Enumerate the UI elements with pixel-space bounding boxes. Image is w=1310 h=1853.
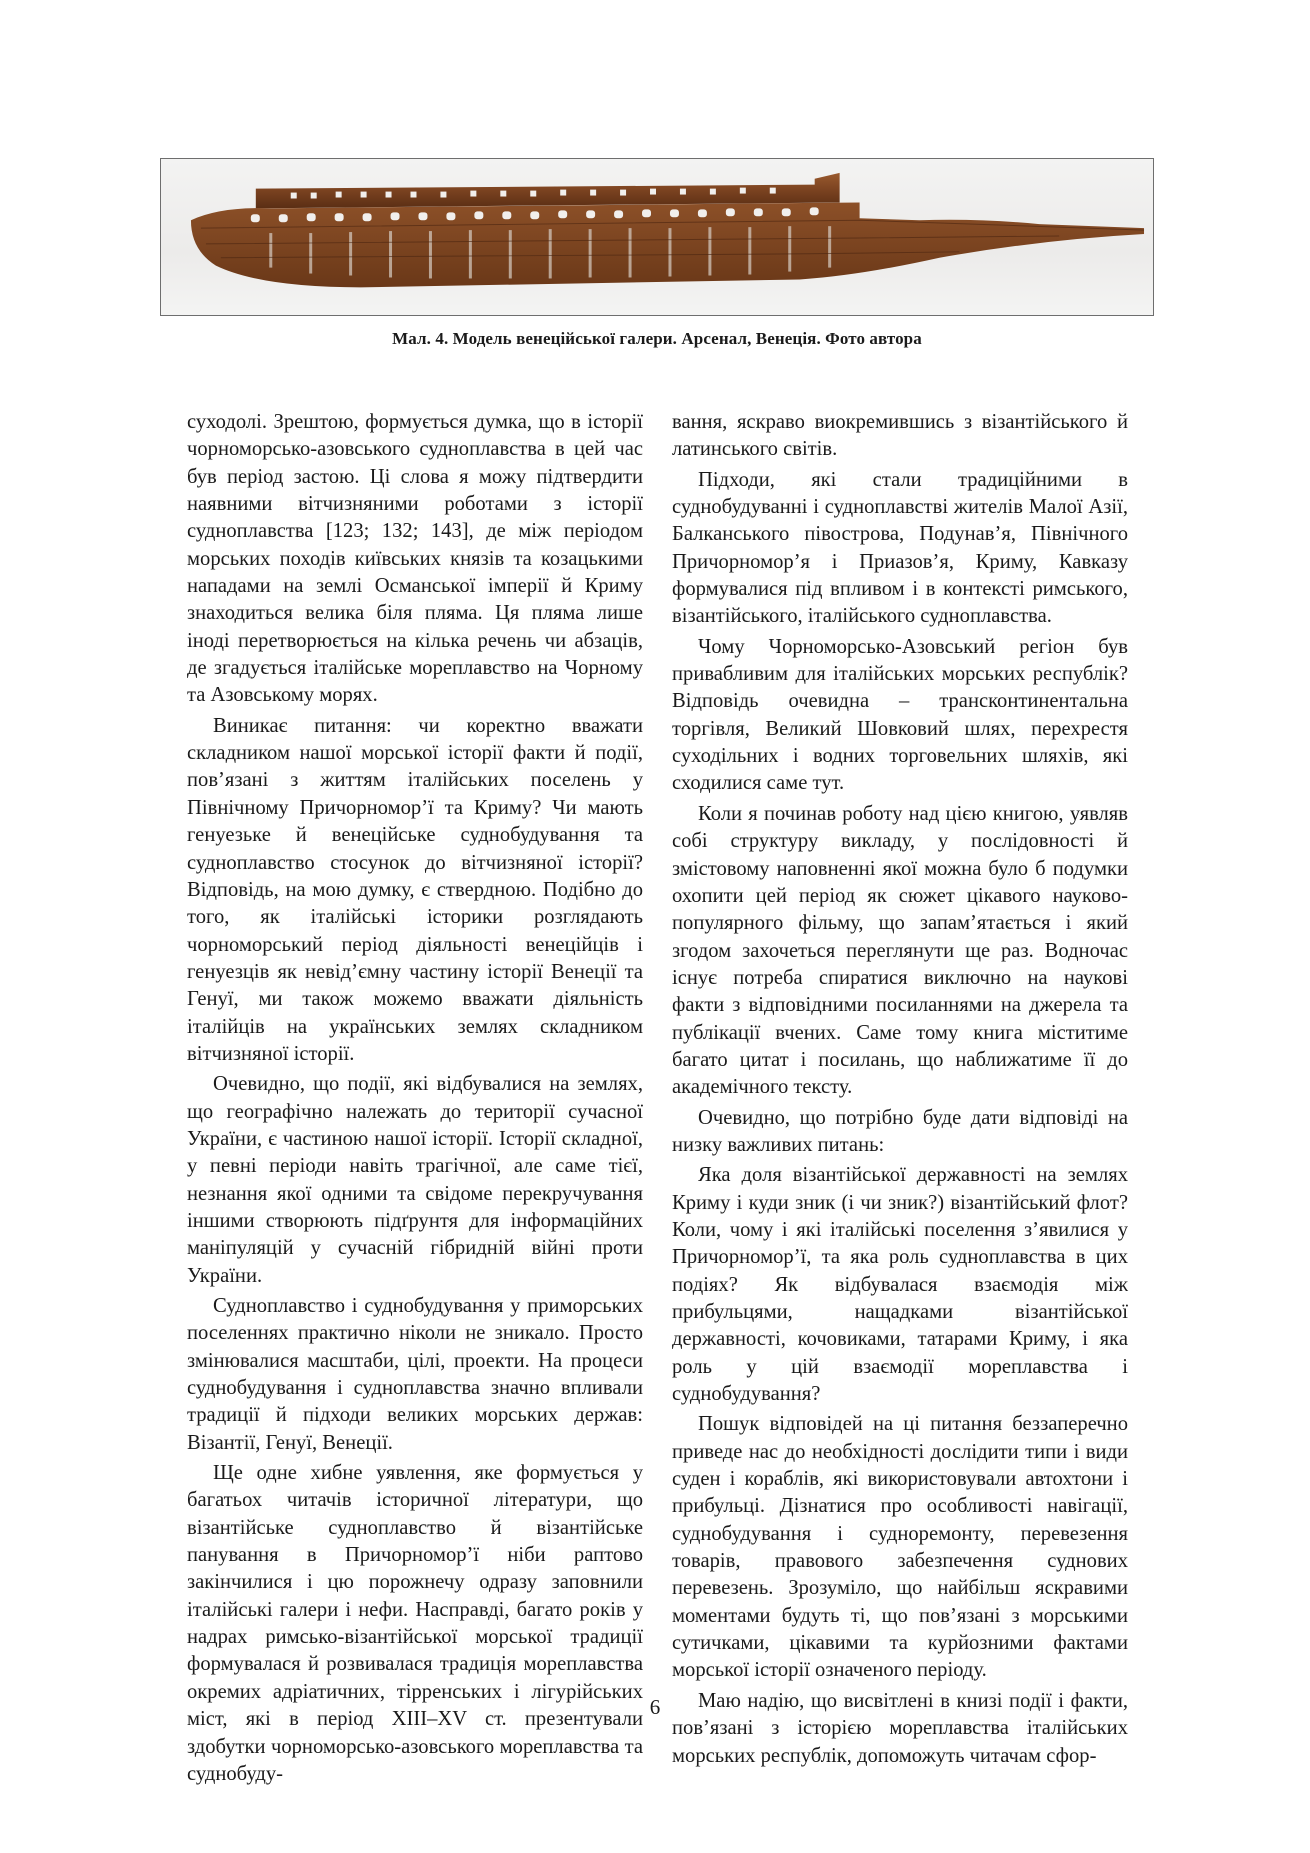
paragraph: Підходи, які стали традиційними в суднобудуванні і судноплавстві жителів Малої Азії, Балканського півострова, Подунав’я, Північного Причорномор’я і Приазов’я, Криму, Кавказу формувалися під впливом і в контексті римського, візантійського, італійського судноплавства. — [672, 468, 1128, 628]
figure-photo — [160, 158, 1154, 316]
paragraph: Пошук відповідей на ці питання беззаперечно приведе нас до необхідності дослідити типи і види суден і кораблів, які використовували автохтони і прибульці. Дізнатися про особливості навігації, суднобудування і судноремонту, перевезення товарів, правового забезпечення суднових перевезень. Зрозуміло, що найбільш яскравими моментами будуть ті, що пов’язані з морськими сутичками, цікавими та курйозними фактами морської історії означеного періоду. — [672, 1413, 1128, 1682]
paragraph: Очевидно, що потрібно буде дати відповіді на низку важливих питань: — [672, 1106, 1128, 1156]
paragraph: вання, яскраво виокремившись з візантійського й латинського світів. — [672, 411, 1128, 461]
page-number: 6 — [649, 1695, 661, 1719]
galley-model-icon — [161, 159, 1153, 315]
paragraph: Судноплавство і суднобудування у приморських поселеннях практично ніколи не зникало. Просто змінювалися масштаби, цілі, проекти. На процеси суднобудування і судноплавства значно впливали традиції й підходи великих морських держав: Візантії, Генуї, Венеції. — [187, 1295, 643, 1454]
text-column-left — [187, 409, 643, 1788]
text-column-right — [672, 409, 1128, 1770]
paragraph: Коли я починав роботу над цією книгою, уявляв собі структуру викладу, у послідовності й змістовому наповненні якої можна було б подумки охопити цей період як сюжет цікавого науково-популярного фільму, що запам’ятається і який згодом захочеться переглянути ще раз. Водночас існує потреба спиратися виключно на наукові факти з відповідними посиланнями на джерела та публікації вчених. Саме тому книга міститиме багато цитат і посилань, що наближатиме її до академічного тексту. — [672, 802, 1128, 1099]
paragraph: суходолі. Зрештою, формується думка, що в історії чорноморсько-азовського судноплавства в цей час був період застою. Ці слова я можу підтвердити наявними вітчизняними роботами з історії судноплавства [123; 132; 143], де між періодом морських походів київських князів та козацькими нападами на землі Османської імперії й Криму знаходиться велика біля пляма. Ця пляма лише іноді перетворюється на кілька речень чи абзаців, де згадується італійське мореплавство на Чорному та Азовському морях. — [187, 411, 643, 707]
figure-caption: Мал. 4. Модель венеційської галери. Арсенал, Венеція. Фото автора — [392, 329, 922, 348]
paragraph: Очевидно, що події, які відбувалися на землях, що географічно належать до території сучасної України, є частиною нашої історії. Історії складної, у певні періоди навіть трагічної, але саме тієї, незнання якої одними та свідоме перекручування іншими створюють підґрунтя для інформаційних маніпуляцій у сучасній гібридній війні проти України. — [187, 1073, 643, 1287]
paragraph: Виникає питання: чи коректно вважати складником нашої морської історії факти й події, пов’язані з життям італійських поселень у Північному Причорномор’ї та Криму? Чи мають генуезьке й венеційське суднобудування та судноплавство стосунок до вітчизняної історії? Відповідь, на мою думку, є ствердною. Подібно до того, як італійські історики розглядають чорноморський період діяльності венеційців і генуезців як невід’ємну частину історії Венеції та Генуї, ми також можемо вважати діяльність італійців на українських землях складником вітчизняної історії. — [187, 714, 643, 1065]
paragraph: Маю надію, що висвітлені в книзі події і факти, пов’язані з історією мореплавства італійських морських республік, допоможуть читачам сфор- — [672, 1689, 1128, 1767]
paragraph: Яка доля візантійської державності на землях Криму і куди зник (і чи зник?) візантійський флот? Коли, чому і які італійські поселення з’явилися у Причорномор’ї, та яка роль судноплавства в цих подіях? Як відбувалася взаємодія між прибульцями, нащадками візантійської державності, кочовиками, татарами Криму, і яка роль у цій взаємодії мореплавства і суднобудування? — [672, 1164, 1128, 1406]
paragraph: Ще одне хибне уявлення, яке формується у багатьох читачів історичної літератури, що візантійське судноплавство й візантійське панування в Причорномор’ї ніби раптово закінчилися і цю порожнечу одразу заповнили італійські галери і нефи. Насправді, багато років у надрах римсько-візантійської морської традиції формувалася й розвивалася традиція мореплавства окремих адріатичних, тірренських і лігурійських міст, які в період XIII–XV ст. презентували здобутки чорноморсько-азовського мореплавства та суднобуду- — [187, 1462, 643, 1785]
paragraph: Чому Чорноморсько-Азовський регіон був привабливим для італійських морських республік? Відповідь очевидна – трансконтинентальна торгівля, Великий Шовковий шлях, перехрестя суходільних і водних торговельних шляхів, які сходилися саме тут. — [672, 635, 1128, 795]
